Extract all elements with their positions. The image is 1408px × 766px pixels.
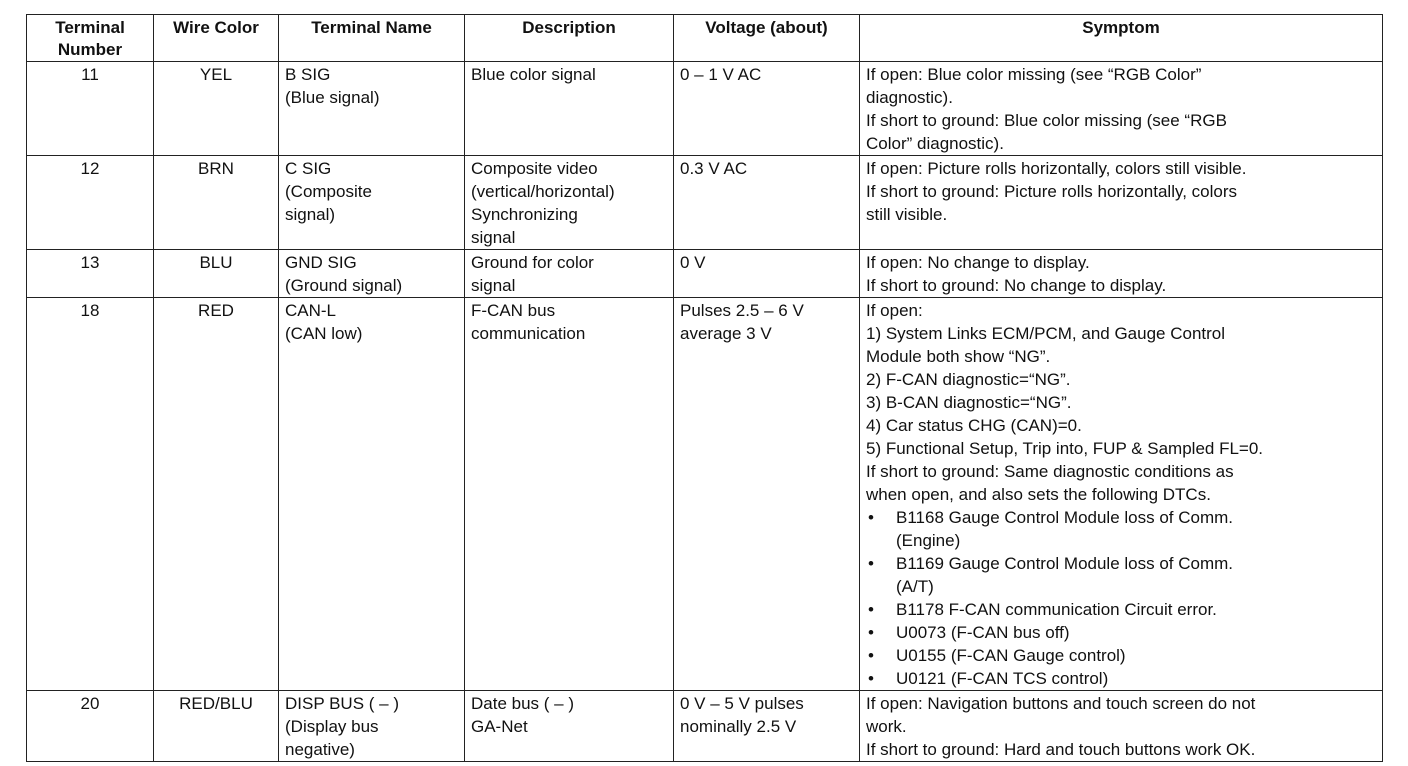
wire-color-cell: RED/BLU <box>154 691 279 762</box>
wire-color-cell: YEL <box>154 62 279 156</box>
symptom-line: 1) System Links ECM/PCM, and Gauge Control <box>866 324 1226 343</box>
description-line: (vertical/horizontal) <box>471 182 615 201</box>
wire-color-cell: BLU <box>154 250 279 298</box>
symptom-line: Color” diagnostic). <box>866 134 1004 153</box>
voltage-line: 0 – 1 V AC <box>680 65 762 84</box>
terminal-name-line: signal) <box>285 205 336 224</box>
bullet-mark: • <box>868 669 874 688</box>
symptom-line: If open: Picture rolls horizontally, colors still visible. <box>866 159 1247 178</box>
dtc-line: U0155 (F-CAN Gauge control) <box>896 646 1126 665</box>
symptom-line: 5) Functional Setup, Trip into, FUP & Sampled FL=0. <box>866 439 1264 458</box>
terminal-number-cell: 11 <box>27 62 154 156</box>
terminal-name-line: (Blue signal) <box>285 88 380 107</box>
symptom-cell <box>860 156 1383 250</box>
terminal-name-line: (CAN low) <box>285 324 363 343</box>
bullet-mark: • <box>868 508 874 527</box>
wire-color-cell: BRN <box>154 156 279 250</box>
header-wire-color: Wire Color <box>154 15 279 62</box>
bullet-mark: • <box>868 554 874 573</box>
bullet-mark: • <box>868 646 874 665</box>
terminal-number-cell: 18 <box>27 298 154 691</box>
symptom-line: work. <box>866 717 907 736</box>
table-row <box>27 156 1383 250</box>
table-row <box>27 62 1383 156</box>
wire-color-cell: RED <box>154 298 279 691</box>
symptom-line: diagnostic). <box>866 88 953 107</box>
description-line: Blue color signal <box>471 65 596 84</box>
terminal-number-cell: 13 <box>27 250 154 298</box>
symptom-cell <box>860 298 1383 691</box>
symptom-line: If short to ground: Blue color missing (see “RGB <box>866 111 1227 130</box>
dtc-line: (Engine) <box>896 531 961 550</box>
dtc-line: B1168 Gauge Control Module loss of Comm. <box>896 508 1234 527</box>
symptom-line: If open: <box>866 301 923 320</box>
dtc-bullet-item <box>866 667 1376 690</box>
symptom-line: 3) B-CAN diagnostic=“NG”. <box>866 393 1072 412</box>
voltage-line: Pulses 2.5 – 6 V <box>680 301 804 320</box>
terminal-name-line: (Ground signal) <box>285 276 403 295</box>
voltage-line: 0.3 V AC <box>680 159 748 178</box>
terminal-number-cell: 12 <box>27 156 154 250</box>
description-cell <box>465 691 674 762</box>
description-cell <box>465 156 674 250</box>
symptom-line: when open, and also sets the following DTCs. <box>866 485 1211 504</box>
symptom-line: If short to ground: Hard and touch buttons work OK. <box>866 740 1256 759</box>
description-line: signal <box>471 228 516 247</box>
description-cell <box>465 250 674 298</box>
dtc-bullet-item <box>866 598 1376 621</box>
terminal-name-line: GND SIG <box>285 253 357 272</box>
voltage-line: 0 V <box>680 253 706 272</box>
terminal-table-page <box>26 14 1382 762</box>
description-line: GA-Net <box>471 717 528 736</box>
terminal-name-cell <box>279 250 465 298</box>
description-line: F-CAN bus <box>471 301 556 320</box>
dtc-bullet-item <box>866 506 1376 552</box>
terminal-name-line: negative) <box>285 740 355 759</box>
table-row <box>27 298 1383 691</box>
header-symptom: Symptom <box>860 15 1383 62</box>
dtc-line: U0121 (F-CAN TCS control) <box>896 669 1109 688</box>
symptom-line: If short to ground: Same diagnostic conditions as <box>866 462 1234 481</box>
description-line: Composite video <box>471 159 598 178</box>
description-line: Date bus ( – ) <box>471 694 574 713</box>
voltage-cell <box>674 250 860 298</box>
table-row <box>27 691 1383 762</box>
voltage-line: nominally 2.5 V <box>680 717 797 736</box>
terminal-name-line: (Display bus <box>285 717 379 736</box>
table-header-row <box>27 15 1383 62</box>
dtc-line: B1169 Gauge Control Module loss of Comm. <box>896 554 1234 573</box>
voltage-cell <box>674 298 860 691</box>
symptom-line: If open: No change to display. <box>866 253 1090 272</box>
description-cell <box>465 298 674 691</box>
symptom-cell <box>860 250 1383 298</box>
symptom-line: If open: Blue color missing (see “RGB Color” <box>866 65 1202 84</box>
voltage-cell <box>674 156 860 250</box>
terminal-name-line: B SIG <box>285 65 331 84</box>
voltage-line: 0 V – 5 V pulses <box>680 694 804 713</box>
symptom-line: still visible. <box>866 205 948 224</box>
voltage-cell <box>674 691 860 762</box>
dtc-line: B1178 F-CAN communication Circuit error. <box>896 600 1217 619</box>
terminal-name-line: C SIG <box>285 159 332 178</box>
terminal-number-cell: 20 <box>27 691 154 762</box>
description-line: communication <box>471 324 586 343</box>
description-line: Synchronizing <box>471 205 578 224</box>
dtc-bullet-item <box>866 621 1376 644</box>
description-line: signal <box>471 276 516 295</box>
symptom-cell <box>860 691 1383 762</box>
symptom-line: If short to ground: No change to display. <box>866 276 1167 295</box>
description-cell <box>465 62 674 156</box>
symptom-cell <box>860 62 1383 156</box>
terminal-name-line: DISP BUS ( – ) <box>285 694 399 713</box>
dtc-line: U0073 (F-CAN bus off) <box>896 623 1070 642</box>
dtc-bullet-item <box>866 644 1376 667</box>
header-voltage: Voltage (about) <box>674 15 860 62</box>
description-line: Ground for color <box>471 253 594 272</box>
dtc-bullet-item <box>866 552 1376 598</box>
header-terminal-number: Terminal Number <box>27 15 154 62</box>
table-row <box>27 250 1383 298</box>
header-terminal-name: Terminal Name <box>279 15 465 62</box>
terminal-name-cell <box>279 298 465 691</box>
dtc-line: (A/T) <box>896 577 934 596</box>
symptom-line: 2) F-CAN diagnostic=“NG”. <box>866 370 1071 389</box>
terminal-name-cell <box>279 156 465 250</box>
symptom-line: 4) Car status CHG (CAN)=0. <box>866 416 1082 435</box>
terminal-table <box>26 14 1383 762</box>
bullet-mark: • <box>868 600 874 619</box>
symptom-line: Module both show “NG”. <box>866 347 1051 366</box>
bullet-mark: • <box>868 623 874 642</box>
terminal-name-cell <box>279 691 465 762</box>
terminal-name-line: CAN-L <box>285 301 337 320</box>
terminal-name-line: (Composite <box>285 182 372 201</box>
header-description: Description <box>465 15 674 62</box>
voltage-cell <box>674 62 860 156</box>
voltage-line: average 3 V <box>680 324 772 343</box>
symptom-line: If open: Navigation buttons and touch screen do not <box>866 694 1256 713</box>
terminal-name-cell <box>279 62 465 156</box>
symptom-line: If short to ground: Picture rolls horizontally, colors <box>866 182 1238 201</box>
